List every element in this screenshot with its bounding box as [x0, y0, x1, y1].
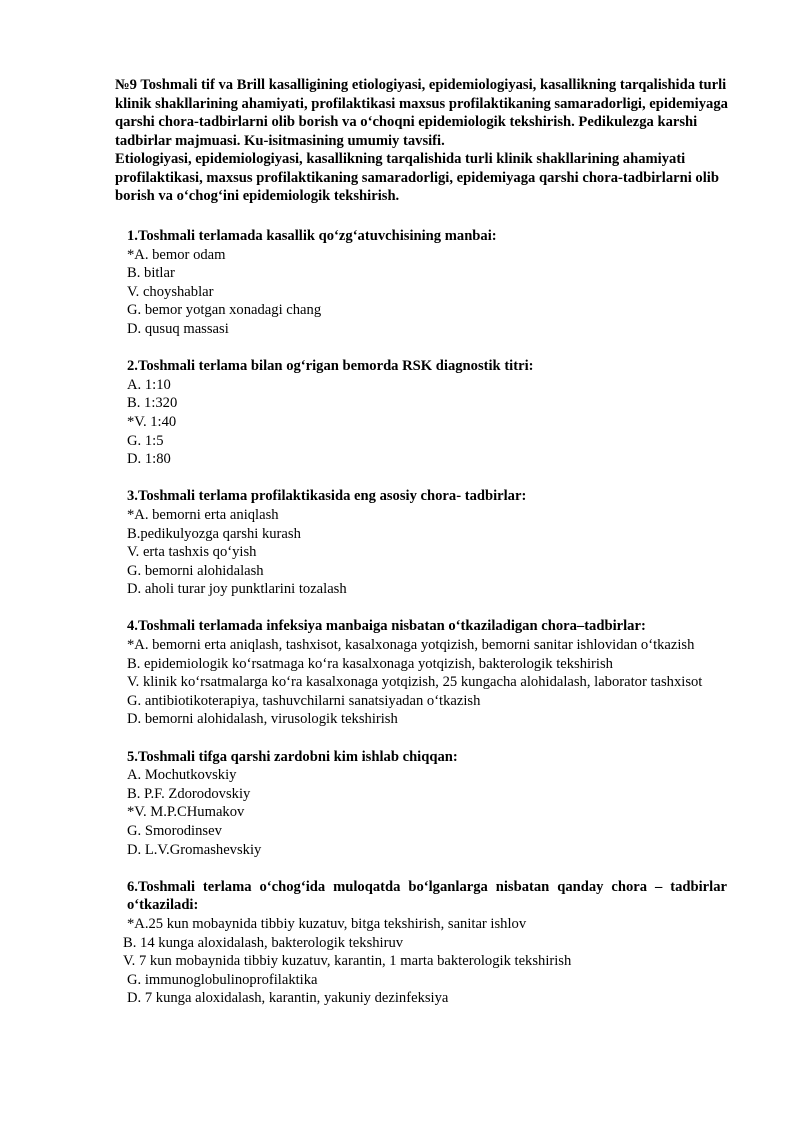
answer-option: *A. bemor odam	[127, 246, 226, 263]
question-title: 4.Toshmali terlamada infeksiya manbaiga nisbatan o‘tkaziladigan chora–tadbirlar:	[127, 618, 646, 635]
question-4	[127, 617, 727, 729]
question-title: 2.Toshmali terlama bilan og‘rigan bemorda RSK diagnostik titri:	[127, 358, 534, 375]
question-5	[127, 748, 727, 860]
topic-subheading: Etiologiyasi, epidemiologiyasi, kasallikning tarqalishida turli klinik shakllarining ahamiyati profilaktikasi, maxsus profilaktikaning samaradorligi, epidemiyaga qarshi chora-tadbirlarni olib borish va o‘chog‘ini epidemiologik tekshirish.	[115, 151, 719, 204]
answer-option: *A.25 kun mobaynida tibbiy kuzatuv, bitga tekshirish, sanitar ishlov	[127, 915, 527, 932]
answer-option: G. bemorni alohidalash	[127, 562, 264, 579]
answer-option: G. antibiotikoterapiya, tashuvchilarni sanatsiyadan o‘tkazish	[127, 692, 481, 709]
question-title: 3.Toshmali terlama profilaktikasida eng asosiy chora- tadbirlar:	[127, 488, 527, 505]
question-3	[127, 487, 727, 599]
answer-option: D. 1:80	[127, 451, 171, 468]
answer-option: B. P.F. Zdorodovskiy	[127, 785, 251, 802]
topic-header	[115, 76, 750, 206]
question-title: 1.Toshmali terlamada kasallik qo‘zg‘atuvchisining manbai:	[127, 228, 497, 244]
answer-option: *A. bemorni erta aniqlash	[127, 506, 279, 523]
answer-option: *V. 1:40	[127, 413, 177, 430]
question-2	[127, 357, 727, 469]
question-list	[123, 227, 727, 1027]
answer-option: G. Smorodinsev	[127, 823, 222, 839]
answer-option: D. 7 kunga aloxidalash, karantin, yakuniy dezinfeksiya	[127, 990, 449, 1007]
answer-option: V. 7 kun mobaynida tibbiy kuzatuv, karantin, 1 marta bakterologik tekshirish	[123, 953, 572, 970]
question-6	[123, 878, 727, 1008]
question-1	[127, 227, 727, 339]
answer-option: B. epidemiologik ko‘rsatmaga ko‘ra kasalxonaga yotqizish, bakterologik tekshirish	[127, 655, 613, 672]
answer-option: G. immunoglobulinoprofilaktika	[127, 971, 318, 988]
answer-option: V. erta tashxis qo‘yish	[127, 544, 257, 561]
answer-option: A. 1:10	[127, 376, 171, 393]
answer-option: B. bitlar	[127, 265, 175, 282]
answer-option: B.pedikulyozga qarshi kurash	[127, 525, 301, 542]
answer-option: *V. M.P.CHumakov	[127, 804, 245, 821]
answer-option: V. choyshablar	[127, 283, 214, 300]
answer-option: A. Mochutkovskiy	[127, 767, 237, 784]
answer-option: G. 1:5	[127, 432, 164, 449]
question-title: 5.Toshmali tifga qarshi zardobni kim ishlab chiqqan:	[127, 748, 458, 765]
question-title: 6.Toshmali terlama o‘chog‘ida muloqatda bo‘lganlarga nisbatan qanday chora – tadbirlar o‘tkaziladi:	[127, 878, 727, 914]
answer-option: G. bemor yotgan xonadagi chang	[127, 302, 322, 319]
answer-option: V. klinik ko‘rsatmalarga ko‘ra kasalxonaga yotqizish, 25 kungacha alohidalash, laborator tashxisot	[127, 674, 703, 691]
answer-option: D. L.V.Gromashevskiy	[127, 841, 262, 858]
answer-option: D. qusuq massasi	[127, 320, 229, 337]
answer-option: D. aholi turar joy punktlarini tozalash	[127, 581, 347, 598]
answer-option: *A. bemorni erta aniqlash, tashxisot, kasalxonaga yotqizish, bemorni sanitar ishlovidan o‘tkazish	[127, 637, 695, 654]
answer-option: D. bemorni alohidalash, virusologik tekshirish	[127, 711, 398, 728]
answer-option: B. 1:320	[127, 395, 178, 412]
answer-option: B. 14 kunga aloxidalash, bakterologik tekshiruv	[123, 934, 404, 951]
topic-heading: №9 Toshmali tif va Brill kasalligining etiologiyasi, epidemiologiyasi, kasallikning tarqalishida turli klinik shakllarining ahamiyati, profilaktikasi maxsus profilaktikaning samaradorligi, epidemiyaga qarshi chora-tadbirlarni olib borish va o‘choqni epidemiologik tekshirish. Pedikulezga karshi tadbirlar majmuasi. Ku-isitmasining umumiy tavsifi.	[115, 77, 728, 149]
